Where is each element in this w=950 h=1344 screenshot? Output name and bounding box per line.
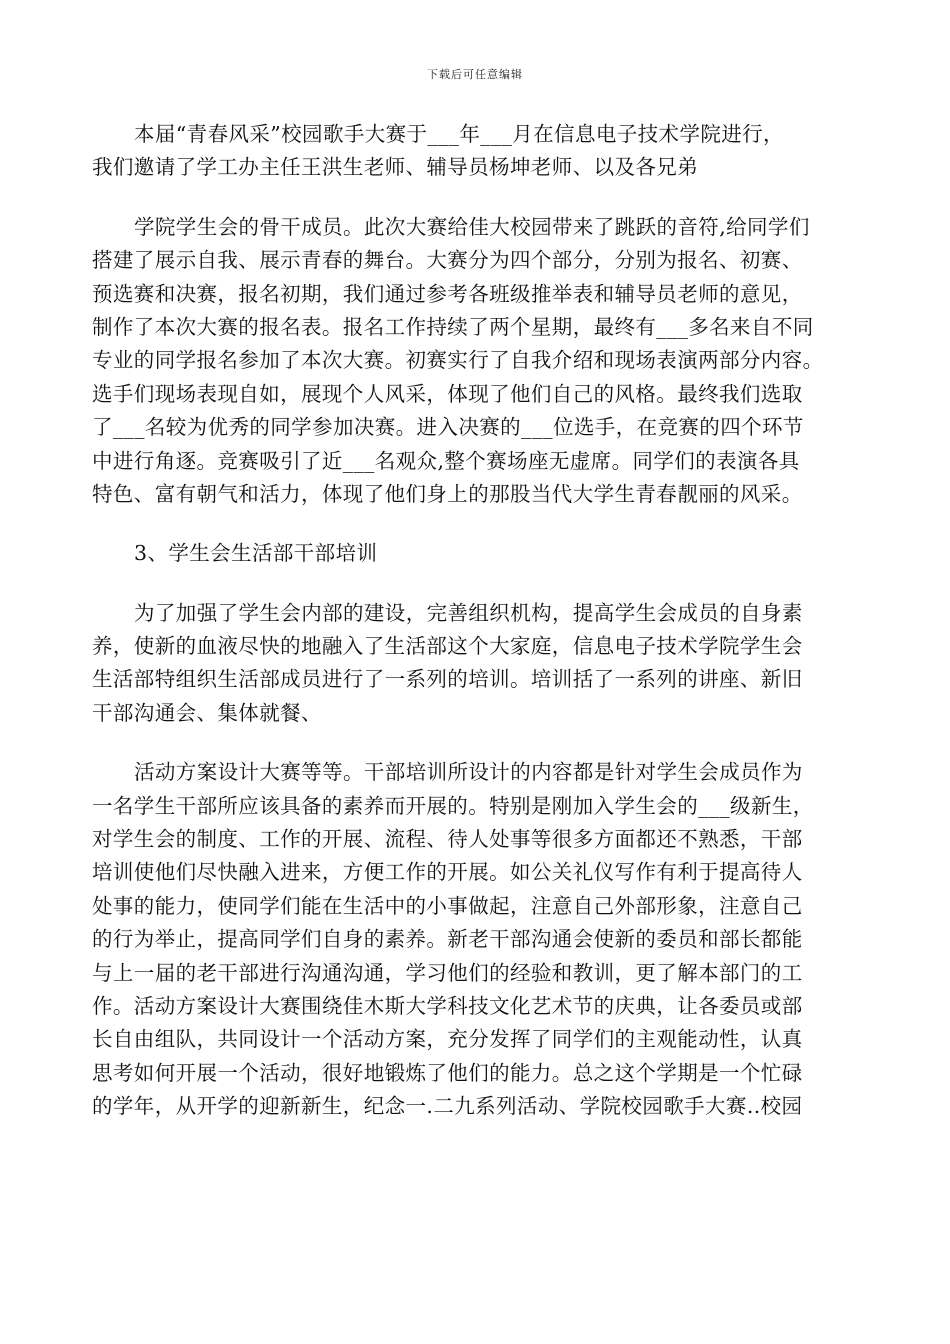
text-line: 的学年，从开学的迎新新生，纪念一.二九系列活动、学院校园歌手大赛..校园 xyxy=(92,1094,803,1119)
paragraph-training-intro xyxy=(92,597,862,731)
paragraph-contest-intro xyxy=(92,118,862,185)
text-line: 专业的同学报名参加了本次大赛。初赛实行了自我介绍和现场表演两部分内容。 xyxy=(92,348,824,373)
text-line: 作。活动方案设计大赛围绕佳木斯大学科技文化艺术节的庆典，让各委员或部 xyxy=(92,994,803,1018)
text-line: 对学生会的制度、工作的开展、流程、待人处事等很多方面都还不熟悉，干部 xyxy=(92,827,803,852)
text-line: 思考如何开展一个活动，很好地锻炼了他们的能力。总之这个学期是一个忙碌 xyxy=(92,1060,803,1085)
text-line: 为了加强了学生会内部的建设，完善组织机构，提高学生会成员的自身素 xyxy=(134,600,803,625)
text-line: 本届“青春风采”校园歌手大赛于___年___月在信息电子技术学院进行， xyxy=(134,122,784,146)
text-line: 培训使他们尽快融入进来，方便工作的开展。如公关礼仪写作有利于提高待人 xyxy=(92,860,803,885)
text-line: 长自由组队，共同设计一个活动方案，充分发挥了同学们的主观能动性，认真 xyxy=(92,1027,803,1052)
text-line: 制作了本次大赛的报名表。报名工作持续了两个星期，最终有___多名来自不同 xyxy=(92,314,814,339)
text-line: 了___名较为优秀的同学参加决赛。进入决赛的___位选手，在竞赛的四个环节 xyxy=(92,415,804,440)
text-line: 我们邀请了学工办主任王洪生老师、辅导员杨坤老师、以及各兄弟 xyxy=(92,155,699,180)
text-line: 特色、富有朝气和活力，体现了他们身上的那股当代大学生青春靓丽的风采。 xyxy=(92,481,803,506)
text-line: 搭建了展示自我、展示青春的舞台。大赛分为四个部分，分别为报名、初赛、 xyxy=(92,248,803,273)
text-line: 处事的能力，使同学们能在生活中的小事做起，注意自己外部形象，注意自己 xyxy=(92,893,803,918)
paragraph-contest-details xyxy=(92,211,862,512)
text-line: 一名学生干部所应该具备的素养而开展的。特别是刚加入学生会的___级新生， xyxy=(92,793,814,818)
text-line: 养，使新的血液尽快的地融入了生活部这个大家庭，信息电子技术学院学生会 xyxy=(92,634,803,659)
text-line: 选手们现场表现自如，展现个人风采，体现了他们自己的风格。最终我们选取 xyxy=(92,381,803,406)
text-line: 的行为举止，提高同学们自身的素养。新老干部沟通会使新的委员和部长都能 xyxy=(92,927,803,952)
text-line: 活动方案设计大赛等等。干部培训所设计的内容都是针对学生会成员作为 xyxy=(134,760,803,785)
page-header: 下载后可任意编辑 xyxy=(427,68,523,81)
text-line: 与上一届的老干部进行沟通沟通，学习他们的经验和教训，更了解本部门的工 xyxy=(92,960,803,985)
text-line: 干部沟通会、集体就餐、 xyxy=(92,700,322,725)
paragraph-training-details xyxy=(92,756,862,1123)
document-body xyxy=(92,118,862,1150)
text-line: 学院学生会的骨干成员。此次大赛给佳大校园带来了跳跃的音符,给同学们 xyxy=(134,214,810,239)
section-heading: 3、学生会生活部干部培训 xyxy=(134,541,378,566)
text-line: 预选赛和决赛，报名初期，我们通过参考各班级推举表和辅导员老师的意见， xyxy=(92,281,803,306)
text-line: 生活部特组织生活部成员进行了一系列的培训。培训括了一系列的讲座、新旧 xyxy=(92,667,803,692)
text-line: 中进行角逐。竞赛吸引了近___名观众,整个赛场座无虚席。同学们的表演各具 xyxy=(92,448,800,473)
